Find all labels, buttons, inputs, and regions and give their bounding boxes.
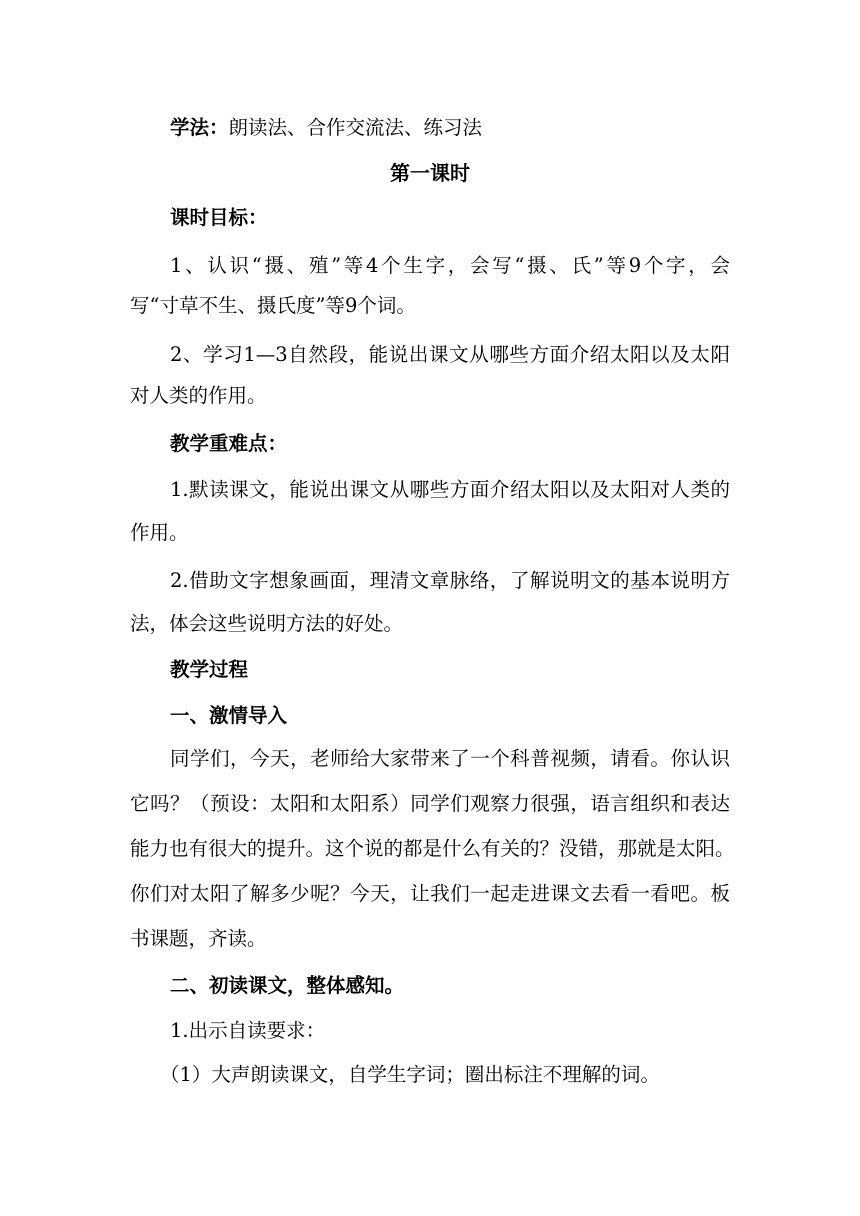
- goals-heading: 课时目标：: [170, 206, 268, 229]
- goal-2-line-2: 对人类的作用。: [130, 384, 267, 407]
- section-1-paragraph-line: 它吗？（预设：太阳和太阳系）同学们观察力很强，语言组织和表达: [130, 792, 730, 815]
- goal-1-line-1: 1、认识“摄、殖”等4个生字，会写“摄、氏”等9个字，会: [170, 254, 730, 277]
- goal-2-line-1: 2、学习1—3自然段，能说出课文从哪些方面介绍太阳以及太阳: [170, 343, 730, 366]
- section-2-heading: 二、初读课文，整体感知。: [170, 974, 405, 997]
- section-1-paragraph-line: 同学们，今天，老师给大家带来了一个科普视频，请看。你认识: [170, 747, 730, 770]
- study-methods-line: [170, 116, 730, 140]
- process-heading: 教学过程: [170, 658, 249, 681]
- study-methods-label: 学法：: [170, 116, 229, 139]
- keypoint-1-line-1: 1.默读课文，能说出课文从哪些方面介绍太阳以及太阳对人类的: [170, 478, 730, 501]
- study-methods-text: 朗读法、合作交流法、练习法: [228, 116, 483, 139]
- keypoint-2-line-2: 法，体会这些说明方法的好处。: [130, 612, 404, 635]
- goal-1-line-2: 写“寸草不生、摄氏度”等9个词。: [130, 294, 416, 317]
- section-1-paragraph-line: 你们对太阳了解多少呢？今天，让我们一起走进课文去看一看吧。板: [130, 882, 730, 905]
- keypoint-1-line-2: 作用。: [130, 521, 189, 544]
- keypoint-2-line-1: 2.借助文字想象画面，理清文章脉络，了解说明文的基本说明方: [170, 569, 730, 592]
- section-2-subitem-1: （1）大声朗读课文，自学生字词；圈出标注不理解的词。: [160, 1063, 660, 1086]
- lesson-title: 第一课时: [390, 161, 470, 185]
- section-2-item-1: 1.出示自读要求：: [170, 1019, 326, 1042]
- section-1-paragraph-line: 能力也有很大的提升。这个说的都是什么有关的？没错，那就是太阳。: [130, 837, 735, 860]
- section-1-paragraph-line: 书课题，齐读。: [130, 927, 267, 950]
- keypoints-heading: 教学重难点：: [170, 432, 288, 455]
- section-1-heading: 一、激情导入: [170, 704, 288, 727]
